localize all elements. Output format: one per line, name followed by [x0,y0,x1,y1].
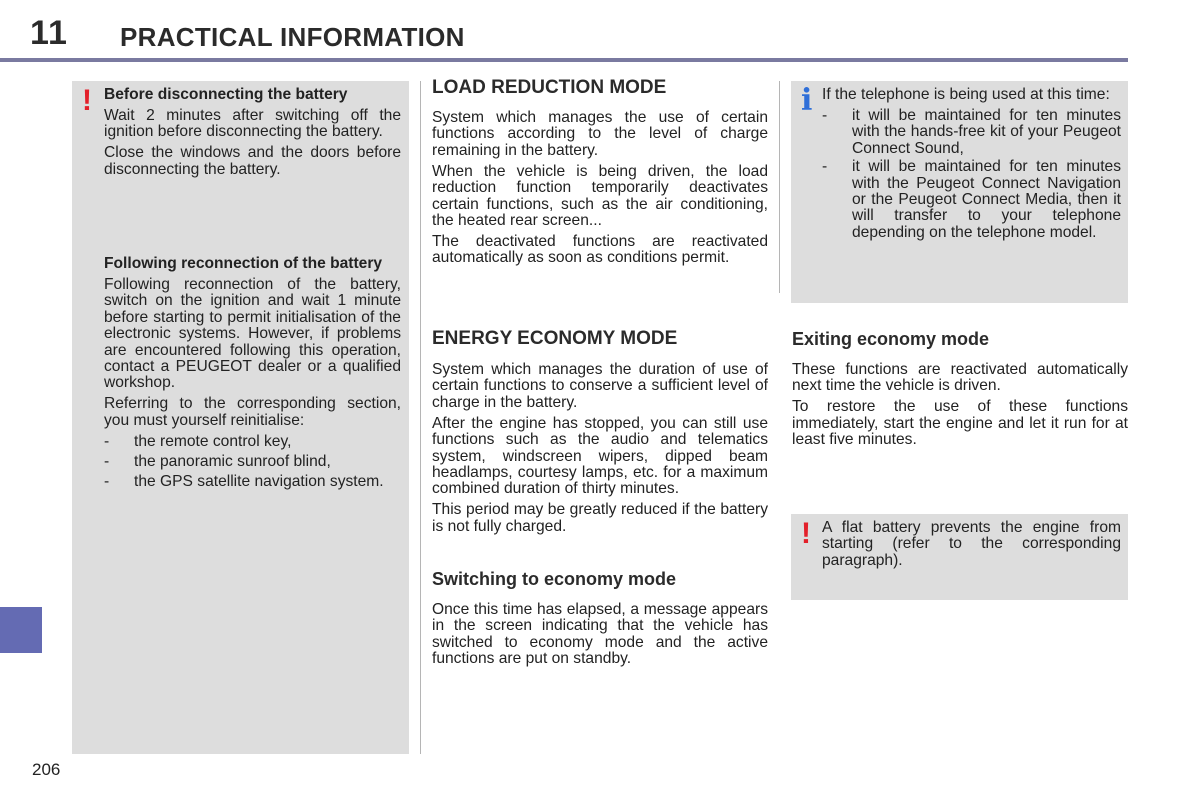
telephone-info-intro: If the telephone is being used at this time: [822,86,1110,103]
after-reconnection-block [104,256,401,495]
energy-economy-title: ENERGY ECONOMY MODE [432,328,678,349]
before-disconnecting-p1: Wait 2 minutes after switching off the ignition before disconnecting the battery. [104,106,401,141]
exiting-economy-title: Exiting economy mode [792,329,990,349]
list-item: - it will be maintained for ten minutes with the Peugeot Connect Navigation or the Peugeot Connect Media, then it will transfer to your telephone depending on the telephone model. [822,158,1121,241]
exiting-economy-p1: These functions are reactivated automatically next time the vehicle is driven. [792,361,1128,395]
before-disconnecting-title: Before disconnecting the battery [104,86,348,103]
switching-economy-title: Switching to economy mode [432,569,677,589]
energy-economy-p3: This period may be greatly reduced if the battery is not fully charged. [432,501,768,535]
telephone-info-text [822,87,1121,245]
page-number: 206 [32,760,61,779]
energy-economy-p1: System which manages the duration of use of certain functions to conserve a sufficient level of charge in the battery. [432,361,768,411]
load-reduction-body [432,110,768,271]
list-item: - the remote control key, [104,432,292,450]
load-reduction-p3: The deactivated functions are reactivated automatically as soon as conditions permit. [432,232,768,267]
page-title: PRACTICAL INFORMATION [120,22,465,52]
load-reduction-p2: When the vehicle is being driven, the load reduction function temporarily deactivates certain functions, such as the air conditioning, the heated rear screen... [432,162,768,229]
info-icon: i [801,83,813,118]
chapter-side-tab [0,607,42,653]
warning-icon: ! [801,517,811,550]
header-rule [0,58,1128,62]
after-reconnection-title: Following reconnection of the battery [104,255,383,272]
exiting-economy-p2: To restore the use of these functions immediately, start the engine and let it run for at least five minutes. [792,398,1128,449]
before-disconnecting-p2: Close the windows and the doors before disconnecting the battery. [104,144,401,178]
chapter-number: 11 [30,14,68,52]
switching-economy-p1: Once this time has elapsed, a message appears in the screen indicating that the vehicle has switched to economy mode and the active functions are put on standby. [432,601,768,668]
after-reconnection-p2: Referring to the corresponding section, you must yourself reinitialise: [104,395,401,429]
flat-battery-warning-p: A flat battery prevents the engine from starting (refer to the corresponding paragraph). [822,519,1121,569]
exiting-economy-body [792,362,1128,453]
load-reduction-p1: System which manages the use of certain functions according to the level of charge remaining in the battery. [432,109,768,159]
after-reconnection-p1: Following reconnection of the battery, switch on the ignition and wait 1 minute before starting to permit initialisation of the electronic systems. However, if problems are encountered following this operation, contact a PEUGEOT dealer or a qualified workshop. [104,275,401,392]
energy-economy-body [432,362,768,540]
list-item: - the GPS satellite navigation system. [104,473,384,491]
load-reduction-title: LOAD REDUCTION MODE [432,77,667,98]
column-divider [420,81,421,754]
before-disconnecting-block [104,87,401,183]
switching-economy-body [432,602,768,672]
warning-icon: ! [82,84,92,117]
column-divider-short [779,81,780,293]
list-item: - it will be maintained for ten minutes with the hands-free kit of your Peugeot Connect Sound, [822,106,1121,157]
energy-economy-p2: After the engine has stopped, you can still use functions such as the audio and telematics system, windscreen wipers, dipped beam headlamps, courtesy lamps, etc. for a maximum combined duration of thirty minutes. [432,414,768,498]
list-item: - the panoramic sunroof blind, [104,452,331,470]
flat-battery-warning-text [822,520,1121,574]
